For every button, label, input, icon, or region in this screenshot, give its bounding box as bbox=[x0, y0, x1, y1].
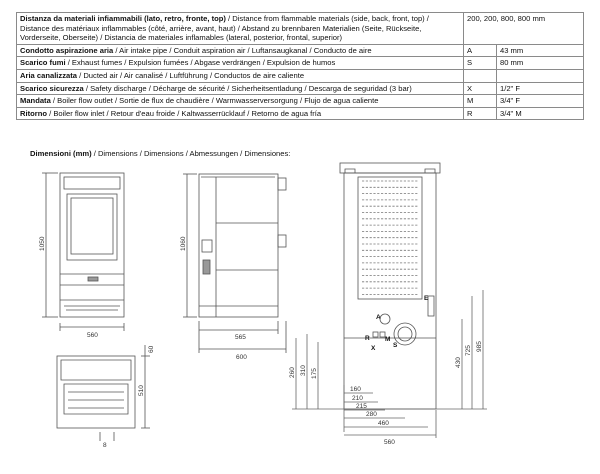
spec-value: 3/4" F bbox=[497, 95, 584, 108]
rear-h-label: 430 bbox=[455, 357, 462, 368]
rear-w-label: 280 bbox=[366, 411, 377, 418]
rear-h-label: 985 bbox=[476, 341, 483, 352]
rear-w-label: 560 bbox=[384, 439, 395, 446]
rear-w-label: 215 bbox=[356, 403, 367, 410]
rear-w-label: 460 bbox=[378, 420, 389, 427]
top-bottom-label: 8 bbox=[103, 442, 107, 449]
front-height-label: 1050 bbox=[39, 236, 46, 251]
spec-code: A bbox=[464, 44, 497, 57]
conn-a-label: A bbox=[376, 314, 381, 321]
front-width-label: 560 bbox=[87, 332, 98, 339]
rear-w-label: 160 bbox=[350, 386, 361, 393]
side-height-label: 1060 bbox=[180, 236, 187, 251]
side-view-drawing bbox=[183, 174, 286, 353]
spec-description: Distanza da materiali infiammabili (lato, retro, fronte, top) / Distance from flammable materials (side, back, front, top) / Distance des matériaux inflammables (côté, arrière, avant, haut) / Abstand zu brennbaren Materialien (Seite, Rückseite, Vorderseite, Oberseite) / Distancia de materiales inflamables (lateral, posterior, frontal, superior) bbox=[17, 13, 464, 45]
dimensions-heading: Dimensioni (mm) / Dimensions / Dimensions / Abmessungen / Dimensiones: bbox=[30, 149, 291, 158]
rear-h-label: 175 bbox=[311, 368, 318, 379]
conn-r-label: R bbox=[365, 335, 370, 342]
spec-description: Condotto aspirazione aria / Air intake pipe / Conduit aspiration air / Luftansaugkanal / Conducto de aire bbox=[17, 44, 464, 57]
spec-value: 200, 200, 800, 800 mm bbox=[464, 13, 584, 45]
conn-x-label: X bbox=[371, 345, 376, 352]
spec-code: S bbox=[464, 57, 497, 70]
conn-m-label: M bbox=[385, 336, 391, 343]
spec-description: Scarico sicurezza / Safety discharge / Décharge de sécurité / Sicherheitsentladung / Descarga de seguridad (3 bar) bbox=[17, 82, 464, 95]
rear-h-label: 725 bbox=[465, 345, 472, 356]
spec-description: Ritorno / Boiler flow inlet / Retour d'eau froide / Kaltwasserrücklauf / Retorno de agua fría bbox=[17, 107, 464, 120]
conn-s-label: S bbox=[393, 342, 398, 349]
spec-code: M bbox=[464, 95, 497, 108]
spec-value: 3/4" M bbox=[497, 107, 584, 120]
side-depth-total-label: 600 bbox=[236, 354, 247, 361]
spec-description: Aria canalizzata / Ducted air / Air canalisé / Luftführung / Conductos de aire caliente bbox=[17, 69, 464, 82]
spec-description: Scarico fumi / Exhaust fumes / Expulsion fumées / Abgase verdrängen / Expulsion de humos bbox=[17, 57, 464, 70]
spec-value: 1/2" F bbox=[497, 82, 584, 95]
spec-code: R bbox=[464, 107, 497, 120]
conn-e-label: E bbox=[424, 295, 429, 302]
rear-w-label: 210 bbox=[352, 395, 363, 402]
rear-h-label: 310 bbox=[300, 365, 307, 376]
rear-vent-pattern bbox=[362, 181, 418, 294]
top-view-drawing bbox=[57, 345, 150, 441]
top-small-label: 60 bbox=[148, 345, 155, 353]
spec-value: 43 mm bbox=[497, 44, 584, 57]
top-depth-label: 510 bbox=[138, 385, 145, 396]
spec-description: Mandata / Boiler flow outlet / Sortie de flux de chaudière / Warmwasserversorgung / Flujo de agua caliente bbox=[17, 95, 464, 108]
rear-h-label: 260 bbox=[289, 367, 296, 378]
spec-code: X bbox=[464, 82, 497, 95]
spec-value: 80 mm bbox=[497, 57, 584, 70]
side-depth-label: 565 bbox=[235, 334, 246, 341]
front-view-drawing bbox=[42, 173, 124, 331]
